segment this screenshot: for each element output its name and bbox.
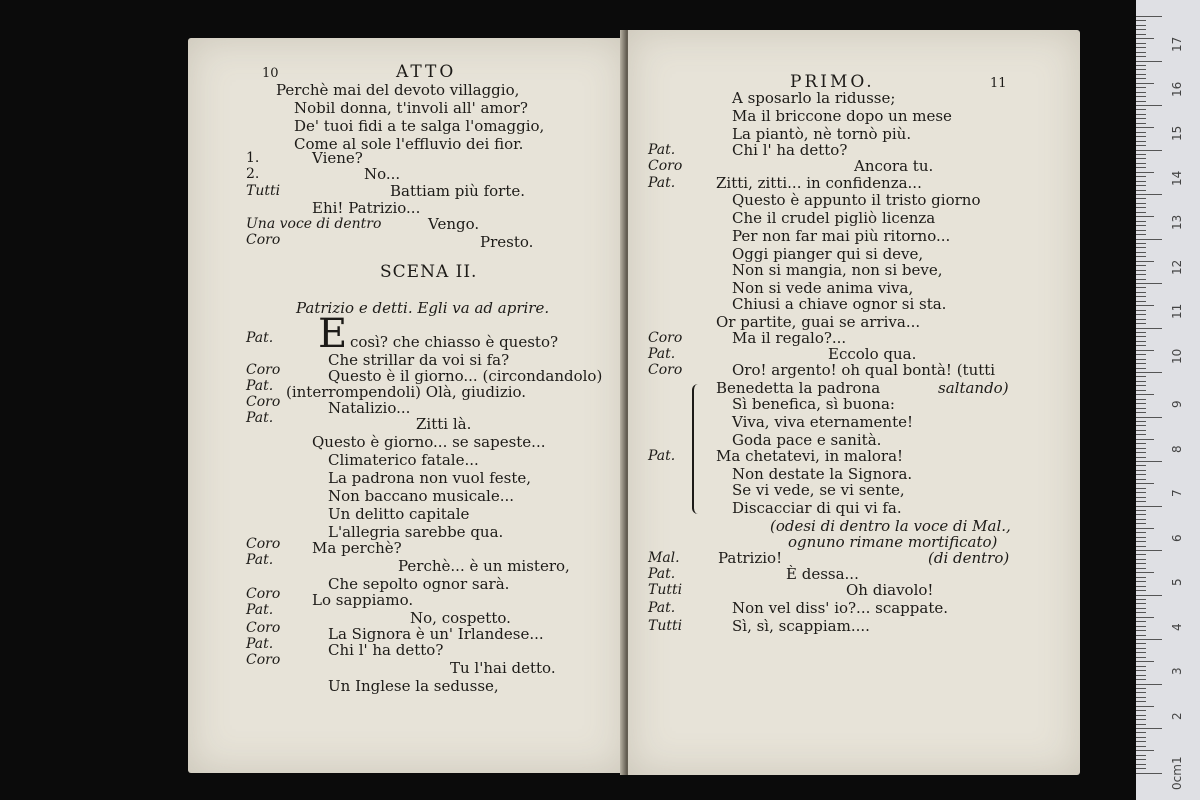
ruler-tick [1136,381,1146,382]
ruler-tick [1136,497,1146,498]
ruler-tick [1136,488,1146,489]
ruler-tick [1136,314,1146,315]
ruler-tick [1136,92,1146,93]
verse-line: Eccolo qua. [828,345,917,363]
ruler-tick [1136,154,1146,155]
ruler-tick [1136,69,1146,70]
ruler-tick [1136,532,1146,533]
ruler-tick [1136,101,1146,102]
ruler-tick [1136,537,1146,538]
ruler-number: 4 [1170,622,1184,631]
verse-line: (interrompendoli) Olà, giudizio. [286,383,527,401]
verse-line: Zitti là. [416,415,472,433]
speaker: Pat. [648,448,676,464]
verse-line: Chiusi a chiave ognor si sta. [732,295,947,313]
ruler-tick [1136,359,1146,360]
verse-line: Non vel diss' io?... scappate. [732,599,948,617]
ruler-number: 12 [1170,259,1184,275]
speaker: Pat. [648,175,676,191]
ruler-number: 6 [1170,533,1184,542]
ruler-tick [1136,675,1146,676]
speaker: Pat. [648,566,676,582]
verse-line: Se vi vede, se vi sente, [732,481,905,499]
verse-line: Chi l' ha detto? [328,641,444,659]
ruler-tick [1136,465,1146,466]
ruler-tick [1136,243,1146,244]
ruler-tick [1136,279,1146,280]
ruler-tick [1136,368,1146,369]
ruler-tick [1136,474,1146,475]
speaker: Pat. [648,142,676,158]
verse-line: Un delitto capitale [328,505,470,523]
ruler-tick [1136,203,1146,204]
verse-line: Ma chetatevi, in malora! [716,447,904,465]
verse-line: Come al sole l'effluvio dei fior. [294,135,524,153]
speaker: 2. [246,166,260,182]
ruler-number: 9 [1170,400,1184,408]
ruler-tick [1136,247,1146,248]
verse-line: Ma perchè? [312,539,402,557]
ruler-tick [1136,679,1146,680]
speaker: Coro [648,330,683,346]
ruler-tick [1136,759,1146,760]
ruler-tick [1136,207,1146,208]
speaker: Coro [246,536,281,552]
stage-direction: (odesi di dentro la voce di Mal., [770,517,1011,535]
verse-line: Non si vede anima viva, [732,279,914,297]
verse-line: Goda pace e sanità. [732,431,882,449]
verse-line: Viene? [312,149,363,167]
speaker: Tutti [648,618,683,634]
header-right: PRIMO. [790,72,875,92]
speaker: Pat. [246,410,274,426]
ruler-tick [1136,697,1146,698]
ruler-tick [1136,425,1146,426]
scena-title: SCENA II. [380,262,478,282]
ruler-tick [1136,301,1146,302]
verse-line: Che strillar da voi si fa? [328,351,510,369]
ruler-tick [1136,198,1146,199]
ruler-tick [1136,577,1146,578]
ruler-tick [1136,350,1154,351]
ruler-tick [1136,328,1162,329]
verse-line: Presto. [480,233,534,251]
verse-line: Zitti, zitti... in confidenza... [716,174,922,192]
ruler-tick [1136,519,1146,520]
ruler-tick [1136,252,1146,253]
verse-line: Discacciar di qui vi fa. [732,499,902,517]
ruler-number: 1 [1170,756,1184,764]
verse-line: Questo è giorno... se sapeste... [312,433,546,451]
ruler-tick [1136,132,1146,133]
ruler-number: 7 [1170,489,1184,497]
speaker: Pat. [246,552,274,568]
ruler-tick [1136,141,1146,142]
ruler-tick [1136,457,1146,458]
ruler-tick [1136,421,1146,422]
verse-line: Battiam più forte. [390,182,526,200]
ruler-tick [1136,261,1154,262]
verse-line: Ma il briccone dopo un mese [732,107,952,125]
speaker: Tutti [648,582,683,598]
verse-line: La Signora è un' Irlandese... [328,625,544,643]
ruler-tick [1136,746,1146,747]
page-number-left: 10 [262,66,279,81]
verse-line: Benedetta la padrona [716,379,881,397]
ruler-tick [1136,323,1146,324]
page-number-right: 11 [990,76,1007,91]
ruler-tick [1136,608,1146,609]
ruler-tick [1136,283,1162,284]
ruler-tick [1136,755,1146,756]
verse-line: La padrona non vuol feste, [328,469,532,487]
stage-direction: Patrizio e detti. Egli va ad aprire. [296,299,550,317]
speaker: Pat. [648,600,676,616]
ruler-tick [1136,430,1146,431]
ruler-tick [1136,87,1146,88]
ruler-tick [1136,225,1146,226]
ruler-tick [1136,688,1146,689]
ruler-tick [1136,43,1146,44]
ruler-tick [1136,448,1146,449]
ruler-tick [1136,652,1146,653]
ruler-tick [1136,25,1146,26]
ruler-tick [1136,403,1146,404]
ruler-tick [1136,541,1146,542]
ruler-tick [1136,492,1146,493]
verse-line: Chi l' ha detto? [732,141,848,159]
verse-line: Ancora tu. [854,157,934,175]
ruler-tick [1136,212,1146,213]
ruler-tick [1136,764,1146,765]
verse-line: Tu l'hai detto. [450,659,556,677]
ruler-number: 0cm [1170,764,1184,790]
ruler-tick [1136,639,1162,640]
stage-direction: ognuno rimane mortificato) [788,533,998,551]
speaker: Coro [246,232,281,248]
ruler-tick [1136,572,1154,573]
ruler-tick [1136,105,1162,106]
ruler-tick [1136,310,1146,311]
ruler-tick [1136,296,1146,297]
speaker: Coro [246,652,281,668]
ruler-tick [1136,581,1146,582]
ruler-tick [1136,599,1146,600]
ruler-tick [1136,16,1162,17]
ruler-tick [1136,643,1146,644]
ruler-tick [1136,20,1146,21]
right-page [628,30,1080,775]
ruler-tick [1136,399,1146,400]
verse-line: Questo è appunto il tristo giorno [732,191,981,209]
ruler-tick [1136,452,1146,453]
speaker: Coro [648,158,683,174]
ruler-tick [1136,270,1146,271]
ruler-tick [1136,439,1154,440]
ruler-tick [1136,234,1146,235]
ruler-tick [1136,461,1162,462]
ruler-tick [1136,568,1146,569]
ruler-tick [1136,595,1162,596]
ruler-tick [1136,194,1162,195]
speaker: Pat. [648,346,676,362]
ruler-tick [1136,163,1146,164]
ruler-tick [1136,434,1146,435]
ruler-tick [1136,724,1146,725]
ruler-tick [1136,741,1146,742]
speaker: Pat. [246,378,274,394]
verse-line: Or partite, guai se arriva... [716,313,921,331]
ruler-number: 5 [1170,578,1184,586]
verse-line: Viva, viva eternamente! [732,413,914,431]
verse-line: Per non far mai più ritorno... [732,227,951,245]
ruler-number: 2 [1170,711,1184,720]
ruler-tick [1136,692,1146,693]
ruler-tick [1136,287,1146,288]
ruler-tick [1136,158,1146,159]
ruler-tick [1136,29,1146,30]
ruler-tick [1136,52,1146,53]
ruler-tick [1136,612,1146,613]
verse-line: Questo è il giorno... (circondandolo) [328,367,603,385]
ruler-tick [1136,319,1146,320]
ruler-tick [1136,773,1162,774]
ruler-tick [1136,61,1162,62]
ruler-tick [1136,635,1146,636]
ruler-tick [1136,670,1146,671]
ruler-tick [1136,185,1146,186]
ruler-number: 10 [1170,348,1184,364]
ruler-tick [1136,666,1146,667]
ruler-tick [1136,390,1146,391]
ruler-number: 15 [1170,125,1184,141]
ruler-tick [1136,239,1162,240]
ruler-number: 14 [1170,170,1184,186]
ruler-tick [1136,657,1146,658]
ruler-tick [1136,728,1162,729]
ruler-tick [1136,83,1154,84]
verse-line: Oggi pianger qui si deve, [732,245,924,263]
ruler-tick [1136,559,1146,560]
verse-line: Non baccano musicale... [328,487,515,505]
ruler-tick [1136,96,1146,97]
ruler-tick [1136,136,1146,137]
speaker: Coro [246,362,281,378]
stage-direction: (di dentro) [928,549,1010,567]
ruler-tick [1136,230,1146,231]
speaker: Pat. [246,636,274,652]
ruler-tick [1136,265,1146,266]
verse-line: No... [364,165,401,183]
ruler-tick [1136,65,1146,66]
ruler-tick [1136,732,1146,733]
ruler-tick [1136,417,1162,418]
drop-cap: E [318,311,348,357]
ruler-tick [1136,127,1154,128]
ruler-tick [1136,706,1154,707]
speaker: 1. [246,150,260,166]
left-page [188,38,626,773]
verse-line: Sì, sì, scappiam.... [732,617,870,635]
ruler-tick [1136,523,1146,524]
ruler-tick [1136,74,1146,75]
ruler-tick [1136,719,1146,720]
verse-line: Non si mangia, non si beve, [732,261,943,279]
verse-line: De' tuoi fidi a te salga l'omaggio, [294,117,545,135]
ruler-tick [1136,483,1154,484]
ruler-number: 8 [1170,444,1184,453]
stage-direction: saltando) [938,379,1009,397]
ruler-number: 3 [1170,667,1184,675]
verse-line: Che sepolto ognor sarà. [328,575,510,593]
ruler-tick [1136,394,1154,395]
ruler-tick [1136,256,1146,257]
ruler-tick [1136,145,1146,146]
verse-line: Perchè... è un mistero, [398,557,570,575]
verse-line: Non destate la Signora. [732,465,913,483]
ruler-tick [1136,470,1146,471]
ruler-tick [1136,506,1162,507]
ruler-tick [1136,221,1146,222]
verse-line: Patrizio! [718,549,783,567]
ruler-tick [1136,626,1146,627]
ruler-tick [1136,443,1146,444]
ruler-tick [1136,617,1154,618]
ruler-tick [1136,385,1146,386]
ruler-number: 16 [1170,81,1184,97]
ruler-tick [1136,38,1154,39]
verse-line: Che il crudel pigliò licenza [732,209,936,227]
speaker: Pat. [246,330,274,346]
ruler-number: 11 [1170,303,1184,319]
ruler-tick [1136,372,1162,373]
ruler-tick [1136,363,1146,364]
verse-line: Natalizio... [328,399,411,417]
ruler-tick [1136,341,1146,342]
ruler-tick [1136,109,1146,110]
ruler-tick [1136,118,1146,119]
verse-line: Climaterico fatale... [328,451,479,469]
ruler-tick [1136,274,1146,275]
speaker: Coro [246,620,281,636]
ruler-tick [1136,621,1146,622]
ruler-tick [1136,412,1146,413]
verse-line: La piantò, nè tornò più. [732,125,912,143]
ruler-tick [1136,305,1154,306]
ruler-tick [1136,114,1146,115]
ruler-tick [1136,56,1146,57]
ruler-tick [1136,167,1146,168]
measuring-ruler [1136,0,1200,800]
ruler-tick [1136,603,1146,604]
verse-line: Un Inglese la sedusse, [328,677,499,695]
ruler-number: 17 [1170,36,1184,52]
speaker: Coro [246,394,281,410]
ruler-tick [1136,78,1146,79]
ruler-tick [1136,190,1146,191]
ruler-tick [1136,546,1146,547]
ruler-tick [1136,661,1154,662]
verse-line: Ma il regalo?... [732,329,847,347]
verse-line: L'allegria sarebbe qua. [328,523,504,541]
verse-line: Vengo. [428,215,480,233]
ruler-tick [1136,715,1146,716]
ruler-tick [1136,563,1146,564]
ruler-tick [1136,710,1146,711]
verse-line: Perchè mai del devoto villaggio, [276,81,520,99]
verse-line: Oh diavolo! [846,581,934,599]
ruler-tick [1136,408,1146,409]
verse-line: Lo sappiamo. [312,591,414,609]
verse-line: A sposarlo la ridusse; [732,89,896,107]
verse-line: È dessa... [786,565,859,583]
ruler-tick [1136,181,1146,182]
ruler-tick [1136,47,1146,48]
ruler-tick [1136,332,1146,333]
ruler-tick [1136,292,1146,293]
ruler-number: 13 [1170,214,1184,230]
header-left: ATTO [396,62,457,82]
verse-line: No, cospetto. [410,609,511,627]
ruler-tick [1136,701,1146,702]
ruler-tick [1136,345,1146,346]
speaker: Una voce di dentro [246,216,382,232]
ruler-tick [1136,336,1146,337]
ruler-tick [1136,176,1146,177]
ruler-tick [1136,630,1146,631]
ruler-tick [1136,216,1154,217]
ruler-tick [1136,528,1154,529]
ruler-tick [1136,554,1146,555]
chorus-brace [692,384,700,514]
speaker: Coro [648,362,683,378]
ruler-tick [1136,510,1146,511]
ruler-tick [1136,648,1146,649]
ruler-tick [1136,34,1146,35]
speaker: Tutti [246,183,281,199]
ruler-tick [1136,768,1146,769]
ruler-tick [1136,376,1146,377]
ruler-tick [1136,590,1146,591]
verse-line: Nobil donna, t'involi all' amor? [294,99,528,117]
speaker: Coro [246,586,281,602]
speaker: Pat. [246,602,274,618]
ruler-tick [1136,479,1146,480]
ruler-tick [1136,737,1146,738]
verse-line: Oro! argento! oh qual bontà! (tutti [732,361,996,379]
ruler-tick [1136,172,1154,173]
verse-line: Ehi! Patrizio... [312,199,421,217]
ruler-tick [1136,514,1146,515]
ruler-tick [1136,354,1146,355]
ruler-tick [1136,150,1162,151]
ruler-tick [1136,750,1154,751]
ruler-tick [1136,550,1162,551]
ruler-tick [1136,586,1146,587]
ruler-tick [1136,123,1146,124]
verse-line: Sì benefica, sì buona: [732,395,895,413]
verse-line: così? che chiasso è questo? [350,333,559,351]
ruler-tick [1136,684,1162,685]
ruler-tick [1136,501,1146,502]
speaker: Mal. [648,550,680,566]
